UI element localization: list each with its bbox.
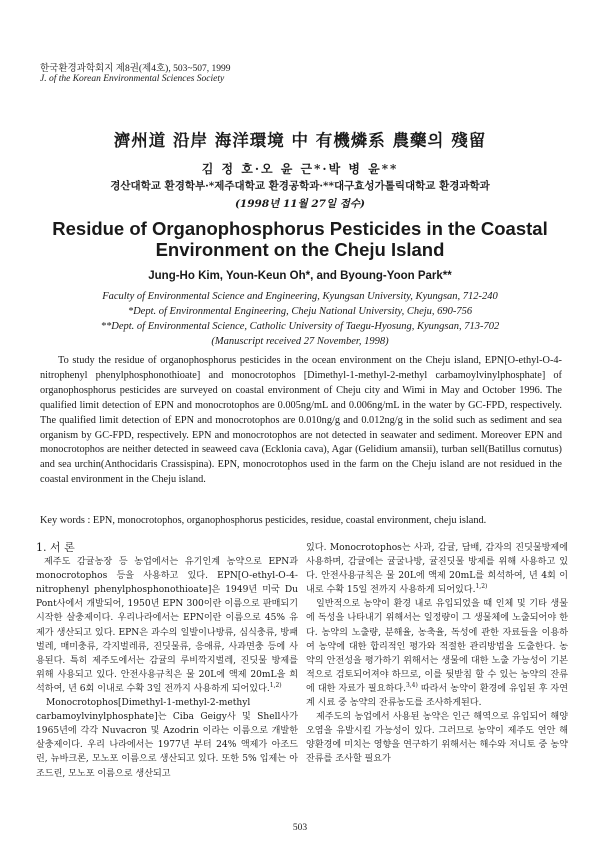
affiliation-korean: 경산대학교 환경학부·*제주대학교 환경공학과·**대구효성가톨릭대학교 환경과학과 xyxy=(110,180,490,192)
paragraph: 제주도 감귤농장 등 농업에서는 유기인계 농약으로 EPN과 monocrotophos 등을 사용하고 있다. EPN[O-ethyl-O-4-nitrophenyl phenylphosphonothioate]은 1949년 미국 Du Pont사에서 개발되어, 1950년 EPN 300이란 이름으로 판매되기 시작한 살충제이다. 우리나라에서는 EPN이란 이름으로 45% 유제가 생산되고 있다. EPN은 과수의 일발이나방류, 심식충류, 방패벌레, 매미충류, 각지벌레류, 진딧물류, 응애류, 사과면충 등에 사용된다. 특히 제주도에서는 감귤의 루비깍지벌레, 진딧물 방제를 위해 사용되고 있다. 안전사용규칙은 물 20L에 액제 20mL을 희석하여, 년 6회 이내로 수확 3일 전까지 사용하게 되어있다.$^{1,2)}$ xyxy=(36,557,298,694)
citation-ref: 1,2) xyxy=(269,681,282,689)
abstract: To study the residue of organophosphorus pesticides in the ocean environment on the Cheju island, EPN[O-ethyl-O-4-nitrophenyl phenylphosphonothioate] and monocrotophos [Dimethyl-1-methyl-2-methyl carbamoylvinylphosphate] of organophosphorus pesticides are surveyed on coastal environment of Cheju city and Wimi in May and October 1996. The qualified limit detection of EPN and monocrotophos are 0.005ng/mL and 0.006ng/mL in the water by GC-FPD, respectively. The qualified limit detection of EPN and monocrotophos are 0.010ng/g and 0.012ng/g in the solid such as sediment and sea organism by GC-FPD, respectively. EPN and monocrotophos are not detected in seawater and sediment. Moreover EPN and monocrotophos are neither detected in seaweed cava (Ecklonia cava), Agar (Gelidium amansii), turban sell(Batillus cornutus) and sea urchin(Anthocidaris Crassispina). EPN, monocrotophos used in the farm on the Cheju island are not residued in the coastal environment in the Cheju island. xyxy=(40,355,562,486)
affiliation-line-3: **Dept. of Environmental Science, Catholic University of Taegu-Hyosung, Kyungsan, 713-702 xyxy=(100,321,500,332)
body-left-column xyxy=(36,541,298,781)
received-date-korean: (1998년 11월 27일 접수) xyxy=(234,198,366,210)
citation-ref: 1,2) xyxy=(475,583,488,591)
affiliation-line-2: *Dept. of Environmental Engineering, Cheju National University, Cheju, 690-756 xyxy=(127,306,473,317)
affiliations-english xyxy=(0,289,600,349)
authors-english: Jung-Ho Kim, Youn-Keun Oh*, and Byoung-Yoon Park** xyxy=(148,270,452,282)
journal-name: J. of the Korean Environmental Sciences Society xyxy=(40,74,225,84)
title-english-line-2: Environment on the Cheju Island xyxy=(155,239,445,260)
page-number: 503 xyxy=(292,823,308,833)
paragraph: 제주도의 농업에서 사용된 농약은 인근 해역으로 유입되어 해양오염을 유발시킬 가능성이 있다. 그러므로 농약이 제주도 연안 해양환경에 미치는 영향을 연구하기 위해서는 해수와 저니토 중 농약잔류를 조사할 필요가 xyxy=(306,712,568,765)
body-right-column xyxy=(306,541,568,767)
title-korean: 濟州道 沿岸 海洋環境 中 有機燐系 農藥의 殘留 xyxy=(113,131,487,150)
paragraph: 일반적으로 농약이 환경 내로 유입되었을 때 인체 및 기타 생물에 독성을 나타내기 위해서는 일정량이 그 생물체에 노출되어야 한다. 농약의 노출량, 분해율, 농축율, 독성에 관한 자료들을 이용하여 농약에 대한 합리적인 평가와 적절한 관리방법을 도출한다. 농약의 안전성을 평가하기 위해서는 생물에 대한 노출 가능성이 기본적으로 검토되어져야 하므로, 이를 뒷받침 할 수 있는 농약의 잔류에 대한 자료가 필요하다.$^{3,4)}$ 따라서 농약이 환경에 유입된 후 자연계 시료 중 농약의 잔류농도를 조사하게된다. xyxy=(306,599,568,709)
keywords: Key words : EPN, monocrotophos, organophosphorus pesticides, residue, coastal environment, cheju island. xyxy=(40,515,487,526)
affiliation-line-1: Faculty of Environmental Science and Engineering, Kyungsan University, Kyungsan, 712-240 xyxy=(102,291,498,302)
title-english-line-1: Residue of Organophosphorus Pesticides in the Coastal xyxy=(52,218,548,239)
paragraph: Monocrotophos[Dimethyl-1-methyl-2-methyl carbamoylvinylphosphate]는 Ciba Geigy사 및 Shell사가 1965년에 각각 Nuvacron 및 Azodrin 이라는 이름으로 개발한 살충제이다. 우리 나라에서는 1977년 부터 24% 액제가 아조드린, 뉴바크론, 모노포 이름으로 생산되고 있다. 또한 5% 입제는 아조드린, 모노포 이름으로 생산되고 xyxy=(36,698,298,779)
citation-ref: 3,4) xyxy=(405,681,418,689)
paragraph: 있다. Monocrotophos는 사과, 감귤, 담배, 감자의 진딧물방제에 사용하며, 감귤에는 귤굴나방, 귤진딧물 방제를 위해 사용하고 있다. 안전사용규칙은 물 20L에 액제 20mL를 희석하여, 년 4회 이내로 수확 15일 전까지 사용하게 되어있다.$^{1,2)}$ xyxy=(306,543,568,596)
journal-citation: 한국환경과학회지 제8권(제4호), 503~507, 1999 xyxy=(40,64,231,74)
manuscript-received: (Manuscript received 27 November, 1998) xyxy=(211,336,389,347)
section-heading-introduction: 1. 서 론 xyxy=(36,541,75,554)
title-english xyxy=(0,218,600,260)
authors-korean: 김 정 호·오 윤 근*·박 병 윤** xyxy=(201,162,399,176)
